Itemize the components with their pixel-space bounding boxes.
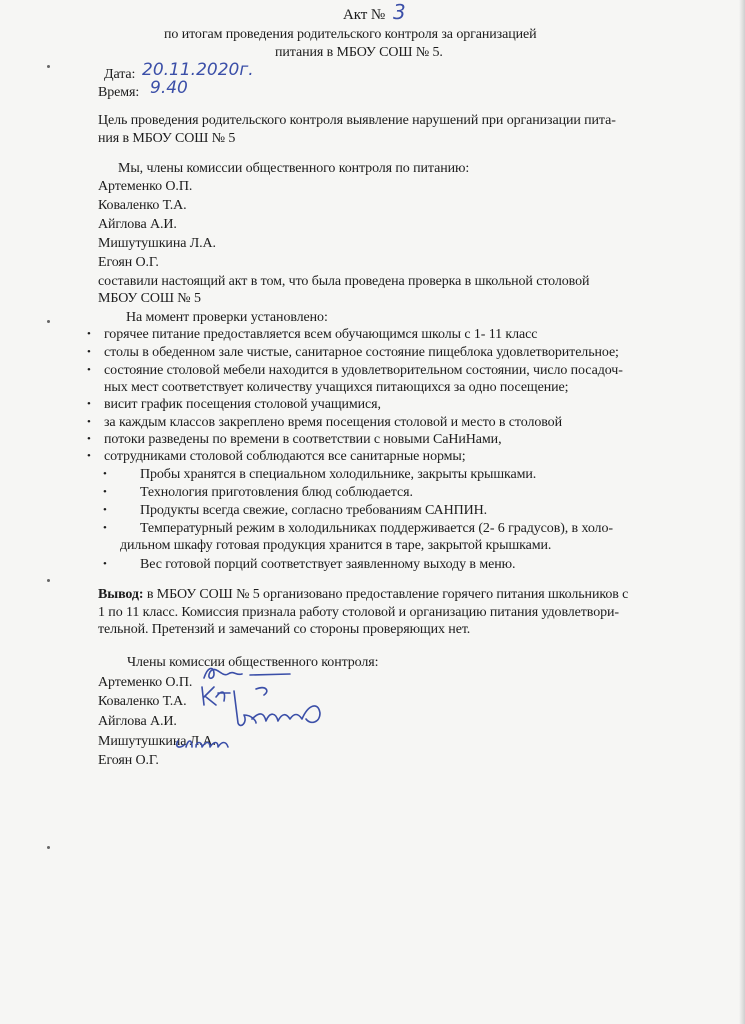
bullet-icon: • (103, 558, 107, 570)
commission-intro: Мы, члены комиссии общественного контроля по питанию: (118, 161, 470, 176)
findings-intro: На момент проверки установлено: (126, 310, 328, 325)
signatures-title: Члены комиссии общественного контроля: (127, 655, 379, 670)
commission-member: Айглова А.И. (98, 217, 177, 232)
scan-dot (47, 579, 50, 582)
time-value-handwritten: 9.40 (150, 78, 188, 98)
finding-line: ных мест соответствует количеству учащихся питающихся за одно посещение; (104, 380, 569, 395)
finding-line: потоки разведены по времени в соответствии с новыми СаНиНами, (104, 432, 502, 447)
bullet-icon: • (103, 468, 107, 480)
conclusion-line1 (98, 586, 628, 603)
scan-dot (47, 65, 50, 68)
commission-statement-line2: МБОУ СОШ № 5 (98, 291, 201, 306)
signature-scribble-3 (226, 685, 336, 737)
signature-member: Артеменко О.П. (98, 675, 193, 690)
conclusion-line3: тельной. Претензий и замечаний со стороны проверяющих нет. (98, 622, 471, 637)
commission-member: Егоян О.Г. (98, 255, 159, 270)
bullet-icon: • (87, 416, 91, 428)
finding-line: состояние столовой мебели находится в удовлетворительном состоянии, число посадоч- (104, 363, 623, 378)
bullet-icon: • (87, 364, 91, 376)
time-label: Время: (98, 85, 140, 100)
bullet-icon: • (103, 486, 107, 498)
scan-dot (47, 320, 50, 323)
bullet-icon: • (103, 504, 107, 516)
bullet-icon: • (87, 328, 91, 340)
signature-member: Мишутушкина Л.А. (98, 734, 216, 749)
commission-statement-line1: составили настоящий акт в том, что была проведена проверка в школьной столовой (98, 274, 590, 289)
goal-line2: ния в МБОУ СОШ № 5 (98, 131, 236, 146)
finding-line: Технология приготовления блюд соблюдается. (140, 485, 413, 500)
scan-edge-shadow (739, 0, 745, 1024)
conclusion-text: в МБОУ СОШ № 5 организовано предоставление горячего питания школьников с (143, 587, 629, 602)
act-subtitle-line1: по итогам проведения родительского контроля за организацией (164, 27, 537, 42)
commission-member: Коваленко Т.А. (98, 198, 187, 213)
bullet-icon: • (87, 346, 91, 358)
bullet-icon: • (87, 398, 91, 410)
conclusion-line2: 1 по 11 класс. Комиссия признала работу столовой и организацию питания удовлетвори- (98, 605, 619, 620)
commission-member: Артеменко О.П. (98, 179, 193, 194)
act-subtitle-line2: питания в МБОУ СОШ № 5. (275, 45, 443, 60)
finding-line: дильном шкафу готовая продукция хранится в таре, закрытой крышками. (120, 538, 552, 553)
finding-line: Продукты всегда свежие, согласно требованиям САНПИН. (140, 503, 488, 518)
act-number-handwritten: 3 (393, 0, 406, 24)
scan-dot (47, 846, 50, 849)
signature-member: Егоян О.Г. (98, 753, 159, 768)
finding-line: Температурный режим в холодильниках поддерживается (2- 6 градусов), в холо- (140, 521, 613, 536)
date-value-handwritten: 20.11.2020г. (142, 60, 254, 80)
goal-line1: Цель проведения родительского контроля выявление нарушений при организации пита- (98, 113, 616, 128)
finding-line: висит график посещения столовой учащимися, (104, 397, 381, 412)
finding-line: столы в обеденном зале чистые, санитарное состояние пищеблока удовлетворительное; (104, 345, 619, 360)
act-label: Акт № (343, 7, 386, 23)
act-title (343, 7, 385, 24)
finding-line: Пробы хранятся в специальном холодильнике, закрыты крышками. (140, 467, 537, 482)
bullet-icon: • (87, 433, 91, 445)
signature-member: Айглова А.И. (98, 714, 177, 729)
bullet-icon: • (103, 522, 107, 534)
finding-line: за каждым классов закреплено время посещения столовой и место в столовой (104, 415, 562, 430)
bullet-icon: • (87, 450, 91, 462)
commission-member: Мишутушкина Л.А. (98, 236, 216, 251)
conclusion-label: Вывод: (98, 587, 144, 602)
finding-line: Вес готовой порций соответствует заявленному выходу в меню. (140, 557, 516, 572)
signature-member: Коваленко Т.А. (98, 694, 187, 709)
date-label: Дата: (104, 67, 136, 82)
finding-line: сотрудниками столовой соблюдаются все санитарные нормы; (104, 449, 466, 464)
finding-line: горячее питание предоставляется всем обучающимся школы с 1- 11 класс (104, 327, 538, 342)
signature-scribble-4 (172, 731, 242, 753)
